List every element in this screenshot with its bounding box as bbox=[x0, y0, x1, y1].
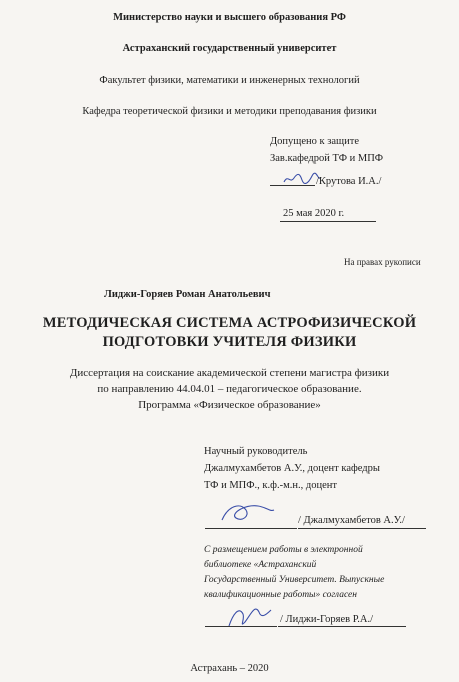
thesis-title-line2: ПОДГОТОВКИ УЧИТЕЛЯ ФИЗИКИ bbox=[102, 334, 357, 350]
supervisor-name: Джалмухамбетов А.У., доцент кафедры bbox=[204, 463, 380, 474]
supervisor-signature-line bbox=[205, 528, 297, 529]
head-name: /Крутова И.А./ bbox=[316, 176, 382, 187]
supervisor-degree: ТФ и МПФ., к.ф.-м.н., доцент bbox=[204, 480, 337, 491]
approval-date: 25 мая 2020 г. bbox=[283, 208, 345, 219]
thesis-title-line1: МЕТОДИЧЕСКАЯ СИСТЕМА АСТРОФИЗИЧЕСКОЙ bbox=[42, 315, 417, 331]
supervisor-name-line bbox=[298, 528, 426, 529]
university-heading: Астраханский государственный университет bbox=[122, 43, 337, 54]
author-name-line bbox=[278, 626, 406, 627]
approval-label: Допущено к защите bbox=[270, 136, 360, 147]
library-consent-line4: квалификационные работы» согласен bbox=[204, 590, 357, 600]
thesis-description-line1: Диссертация на соискание академической степени магистра физики bbox=[69, 367, 390, 379]
thesis-program: Программа «Физическое образование» bbox=[138, 399, 321, 411]
author-signature bbox=[225, 600, 275, 632]
author-signature-line bbox=[205, 626, 277, 627]
ministry-heading: Министерство науки и высшего образования РФ bbox=[113, 12, 346, 23]
thesis-description-line2: по направлению 44.04.01 – педагогическое образование. bbox=[97, 383, 362, 395]
department-heading: Кафедра теоретической физики и методики преподавания физики bbox=[82, 106, 377, 117]
author-signature-name: / Лиджи-Горяев Р.А./ bbox=[280, 614, 373, 625]
faculty-heading: Факультет физики, математики и инженерных технологий bbox=[99, 75, 360, 86]
supervisor-label: Научный руководитель bbox=[204, 446, 308, 457]
library-consent-line3: Государственный Университет. Выпускные bbox=[204, 575, 385, 585]
city-year: Астрахань – 2020 bbox=[190, 663, 269, 674]
library-consent-line2: библиотеке «Астраханский bbox=[204, 560, 317, 570]
library-consent-line1: С размещением работы в электронной bbox=[204, 545, 363, 555]
approval-head-title: Зав.кафедрой ТФ и МПФ bbox=[270, 153, 384, 164]
supervisor-signature bbox=[218, 498, 278, 528]
manuscript-note: На правах рукописи bbox=[344, 257, 421, 267]
approval-date-line bbox=[280, 221, 376, 222]
supervisor-signature-name: / Джалмухамбетов А.У./ bbox=[298, 515, 405, 526]
author-name: Лиджи-Горяев Роман Анатольевич bbox=[104, 289, 271, 300]
